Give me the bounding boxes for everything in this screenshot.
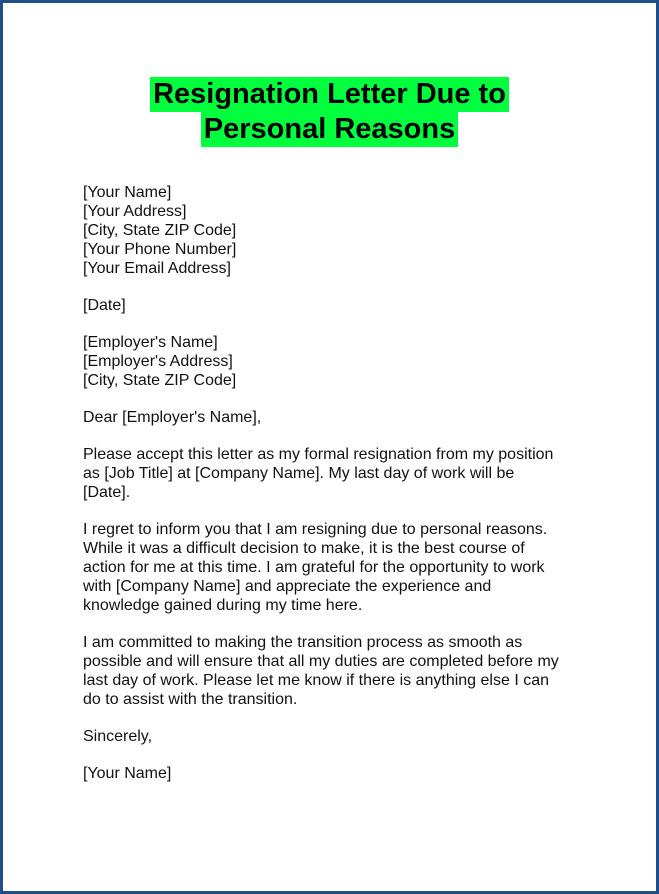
paragraph-line: do to assist with the transition. [83,691,298,708]
signature-block [83,764,603,783]
sender-address: [Your Address] [83,203,187,220]
recipient-city-state-zip: [City, State ZIP Code] [83,372,237,389]
recipient-name: [Employer's Name] [83,334,218,351]
paragraph-1 [83,445,603,502]
paragraph-3 [83,633,603,709]
salutation-block [83,408,603,427]
paragraph-line: I am committed to making the transition process as smooth as [83,634,523,651]
letter-body [83,183,603,801]
paragraph-line: last day of work. Please let me know if there is anything else I can [83,672,550,689]
sender-email: [Your Email Address] [83,260,231,277]
signature-name: [Your Name] [83,765,172,782]
closing: Sincerely, [83,728,153,745]
paragraph-line: possible and will ensure that all my duties are completed before my [83,653,559,670]
document-title [3,77,656,147]
paragraph-line: [Date]. [83,484,131,501]
title-line-2: Personal Reasons [201,112,458,147]
paragraph-2 [83,520,603,615]
paragraph-line: action for me at this time. I am grateful for the opportunity to work [83,559,545,576]
recipient-address: [Employer's Address] [83,353,233,370]
sender-city-state-zip: [City, State ZIP Code] [83,222,237,239]
paragraph-line: as [Job Title] at [Company Name]. My last day of work will be [83,465,515,482]
paragraph-line: with [Company Name] and appreciate the experience and [83,578,492,595]
sender-phone: [Your Phone Number] [83,241,237,258]
date-block [83,296,603,315]
sender-name: [Your Name] [83,184,172,201]
closing-block [83,727,603,746]
paragraph-line: knowledge gained during my time here. [83,597,363,614]
title-line-1: Resignation Letter Due to [150,77,509,112]
letter-date: [Date] [83,297,126,314]
recipient-address-block [83,333,603,390]
paragraph-line: I regret to inform you that I am resigning due to personal reasons. [83,521,548,538]
salutation: Dear [Employer's Name], [83,409,262,426]
paragraph-line: While it was a difficult decision to make, it is the best course of [83,540,525,557]
paragraph-line: Please accept this letter as my formal resignation from my position [83,446,554,463]
sender-address-block [83,183,603,278]
